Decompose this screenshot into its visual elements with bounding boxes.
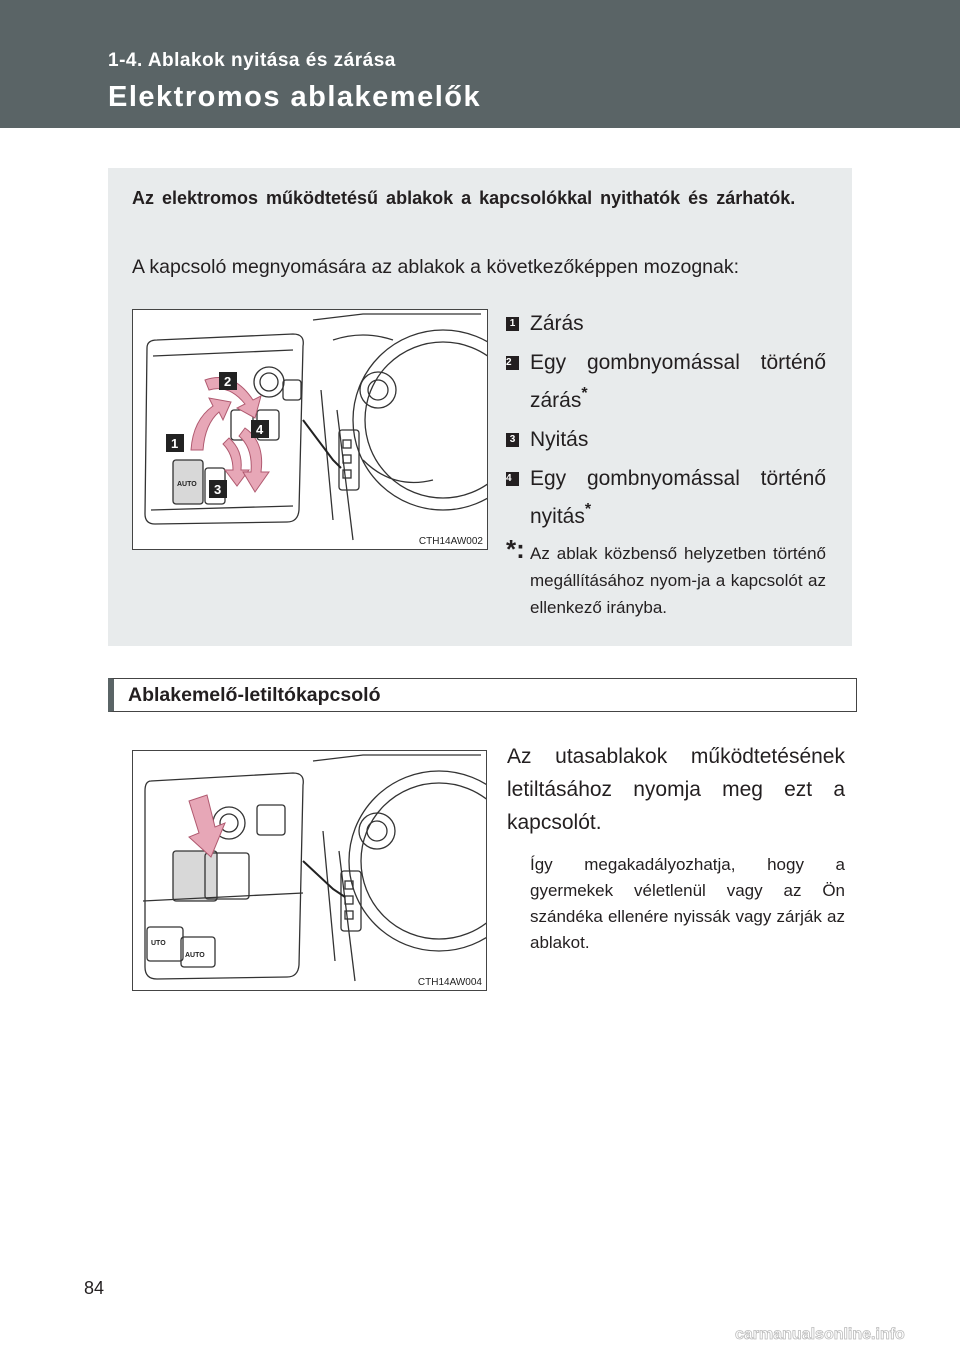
legend-label: Nyitás	[530, 428, 589, 451]
watermark-text: carmanualsonline.info	[735, 1326, 905, 1343]
asterisk-mark: *	[581, 385, 588, 402]
figure-code: CTH14AW004	[417, 977, 482, 988]
asterisk-mark: *	[584, 501, 592, 518]
window-switch-figure	[132, 309, 488, 550]
figure-code: CTH14AW002	[418, 536, 483, 547]
lock-switch-illustration	[133, 751, 486, 990]
callout-2: 2	[224, 374, 232, 389]
section-note: Így megakadályozhatja, hogy a gyermekek véletlenül vagy az Ön szándéka ellenére nyissák vagy zárják az ablakot.	[530, 855, 845, 952]
legend-number: 4	[506, 472, 519, 486]
legend-number: 1	[506, 317, 519, 331]
legend-number: 3	[506, 433, 519, 447]
uto-switch-label: UTO	[151, 940, 166, 947]
page-title: Elektromos ablakemelők	[108, 81, 482, 113]
intro-box	[108, 168, 852, 646]
legend-label: Egy gombnyomással történő nyitás	[530, 467, 826, 528]
footnote-text: Az ablak közbenső helyzetben történő megállításához nyom-ja a kapcsolót az ellenkező irányba.	[530, 544, 826, 617]
lock-switch-figure	[132, 750, 487, 991]
footnote-mark: *:	[506, 534, 525, 564]
auto-switch-label: AUTO	[185, 952, 205, 959]
page-number: 84	[84, 1278, 105, 1298]
intro-bold-text: Az elektromos működtetésű ablakok a kapcsolókkal nyithatók és zárhatók.	[132, 188, 796, 208]
section-title: Ablakemelő-letiltókapcsoló	[128, 684, 381, 706]
legend-list	[506, 308, 826, 621]
legend-item	[506, 463, 826, 532]
legend-item	[506, 347, 826, 416]
section-text: Az utasablakok működtetésének letiltásához nyomja meg ezt a kapcsolót.	[507, 745, 845, 834]
callout-4: 4	[256, 422, 264, 437]
legend-item	[506, 308, 826, 339]
watermark	[735, 1324, 950, 1344]
legend-item	[506, 424, 826, 455]
intro-text: A kapcsoló megnyomására az ablakok a következőképpen mozognak:	[132, 256, 740, 278]
callout-1: 1	[171, 436, 179, 451]
page-header	[0, 0, 960, 128]
auto-switch-label: AUTO	[177, 481, 197, 488]
callout-3: 3	[214, 482, 222, 497]
window-switch-illustration	[133, 310, 487, 549]
legend-label: Egy gombnyomással történő zárás	[530, 351, 826, 412]
legend-number: 2	[506, 356, 519, 370]
legend-label: Zárás	[530, 312, 584, 335]
section-heading	[108, 678, 857, 712]
section-breadcrumb: 1-4. Ablakok nyitása és zárása	[108, 50, 396, 71]
footnote	[506, 534, 826, 621]
